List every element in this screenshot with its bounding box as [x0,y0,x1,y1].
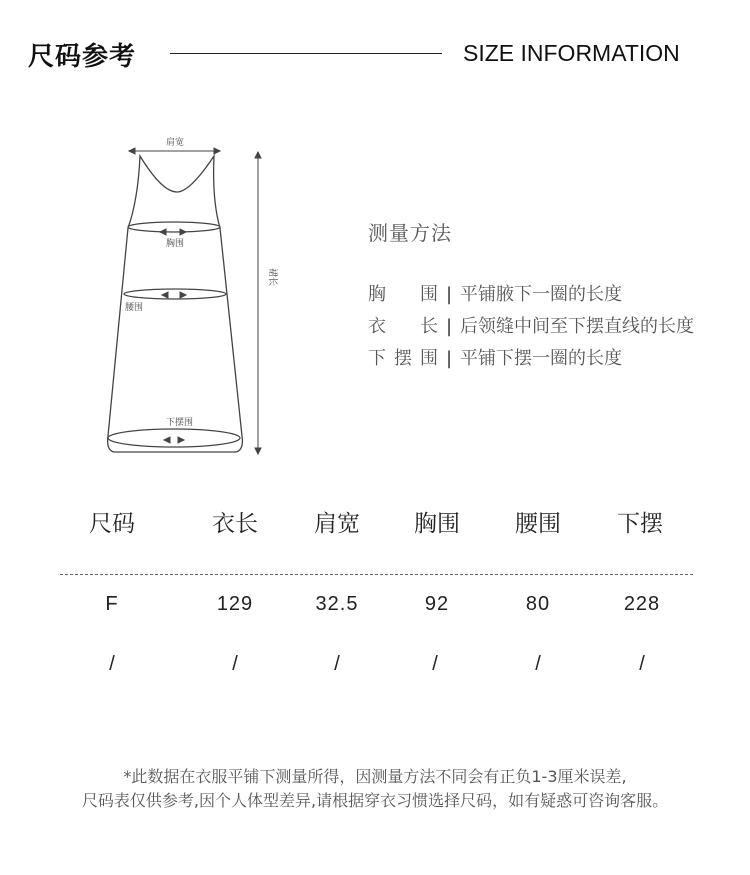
table-divider [60,574,693,575]
chest-label: 胸围 [166,239,185,249]
table-cell: / [639,653,645,675]
footnote-line-1: *此数据在衣服平铺下测量所得，因测量方法不同会有正负1-3厘米误差, [123,767,627,786]
method-desc: 平铺腋下一圈的长度 [460,284,622,305]
table-cell: 92 [424,593,450,615]
method-row-hem [368,344,622,370]
table-header: 肩宽 [314,511,360,537]
method-separator: | [445,316,453,337]
method-label: 胸围 [368,284,438,305]
page-title-cn: 尺码参考 [28,42,137,72]
table-cell: / [535,653,541,675]
method-title: 测量方法 [368,221,452,245]
length-label: 裙长 [267,268,277,287]
table-header: 腰围 [515,511,561,537]
chest-line [128,222,220,232]
page-title-en: SIZE INFORMATION [463,40,680,66]
shoulder-label: 肩宽 [166,138,185,148]
method-row-chest [368,280,622,306]
method-separator: | [445,348,453,369]
table-cell: 228 [623,593,661,615]
hem-line [108,429,240,447]
table-cell: / [432,653,438,675]
table-header: 衣长 [212,511,258,537]
hem-label: 下摆围 [166,418,194,428]
method-desc: 后领缝中间至下摆直线的长度 [460,316,694,337]
table-cell: 80 [525,593,551,615]
table-cell: 32.5 [315,593,359,615]
waist-line [124,289,226,299]
table-cell: / [334,653,340,675]
table-cell: / [109,653,115,675]
method-row-length [368,312,694,338]
dress-diagram [100,130,290,470]
method-desc: 平铺下摆一圈的长度 [460,348,622,369]
table-header: 尺码 [89,511,135,537]
waist-label: 腰围 [125,303,144,313]
method-label: 衣长 [368,316,438,337]
table-header: 下摆 [617,511,663,537]
method-separator: | [445,284,453,305]
footnote-line-2: 尺码表仅供参考,因个人体型差异,请根据穿衣习惯选择尺码，如有疑惑可咨询客服。 [81,791,669,810]
table-cell: 129 [216,593,254,615]
table-cell: / [232,653,238,675]
table-cell: F [105,593,119,615]
table-header: 胸围 [414,511,460,537]
title-divider [170,53,442,54]
method-label: 下摆围 [368,348,438,369]
